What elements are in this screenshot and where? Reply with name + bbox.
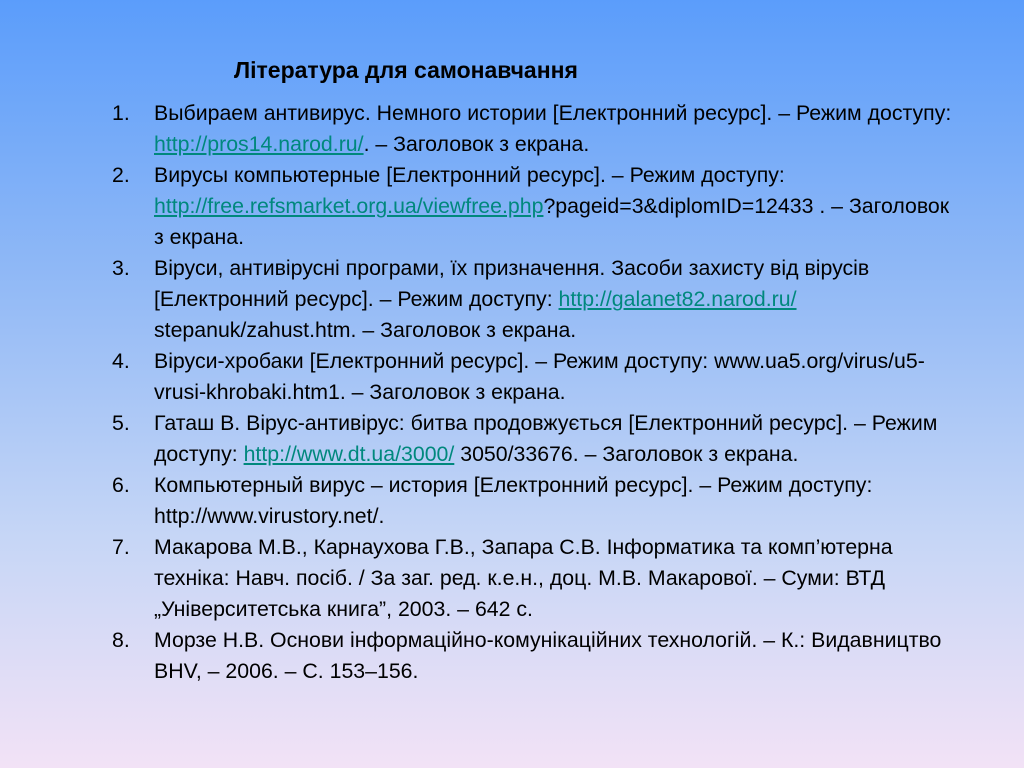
reference-item-1 — [112, 98, 952, 160]
reference-item-8 — [112, 625, 952, 687]
reference-text — [154, 535, 893, 621]
reference-link[interactable]: http://www.dt.ua/3000/ — [243, 442, 455, 466]
reference-text — [154, 473, 872, 528]
reference-text — [154, 256, 869, 342]
reference-text — [154, 163, 949, 249]
reference-item-2 — [112, 160, 952, 253]
reference-text-part: Макарова М.В., Карнаухова Г.В., Запара С.В. Інформатика та комп’ютерна техніка: Навч. посіб. / За заг. ред. к.е.н., доц. М.В. Макарової. – Суми: ВТД „Університетська книга”, 2003. – 642 с. — [154, 535, 893, 621]
reference-text-part: Віруси-хробаки [Електронний ресурс]. – Режим доступу: www.ua5.org/virus/u5-vrusi-khrobaki.htm1. – Заголовок з екрана. — [154, 349, 925, 404]
reference-text — [154, 349, 925, 404]
reference-item-6 — [112, 470, 952, 532]
reference-number: 1. — [112, 101, 130, 125]
reference-text-part: Віруси, антивірусні програми, їх призначення. Засоби захисту від вірусів [Електронний ресурс]. – Режим доступу: — [154, 256, 870, 311]
reference-text-part: Морзе Н.В. Основи інформаційно-комунікаційних технологій. – К.: Видавництво BHV, – 2006. – С. 153–156. — [154, 628, 942, 683]
reference-text-part: ?pageid=3&diplomID=12433 . – Заголовок з екрана. — [154, 194, 950, 249]
reference-number: 2. — [112, 163, 130, 187]
reference-number: 5. — [112, 411, 130, 435]
reference-number: 7. — [112, 535, 130, 559]
reference-text — [154, 628, 941, 683]
page-title: Література для самонавчання — [234, 57, 578, 83]
reference-link[interactable]: http://pros14.narod.ru/ — [154, 132, 364, 156]
reference-link[interactable]: http://free.refsmarket.org.ua/viewfree.php — [154, 194, 544, 218]
reference-text-part: stepanuk/zahust.htm. – Заголовок з екрана. — [154, 318, 577, 342]
reference-number: 4. — [112, 349, 130, 373]
reference-text-part: 3050/33676. – Заголовок з екрана. — [454, 442, 799, 466]
reference-text — [154, 101, 951, 156]
reference-text-part: Гаташ В. Вірус-антивірус: битва продовжується [Електронний ресурс]. – Режим доступу: — [154, 411, 938, 466]
reference-text — [154, 411, 937, 466]
reference-text-part: Вирусы компьютерные [Електронний ресурс]. – Режим доступу: — [154, 163, 785, 187]
reference-item-7 — [112, 532, 952, 625]
reference-number: 8. — [112, 628, 130, 652]
reference-link[interactable]: http://galanet82.narod.ru/ — [558, 287, 797, 311]
reference-text-part: . – Заголовок з екрана. — [363, 132, 590, 156]
reference-text-part: Выбираем антивирус. Немного истории [Електронний ресурс]. – Режим доступу: — [154, 101, 952, 125]
reference-item-3 — [112, 253, 952, 346]
reference-list — [112, 98, 952, 687]
reference-item-5 — [112, 408, 952, 470]
reference-number: 3. — [112, 256, 130, 280]
reference-item-4 — [112, 346, 952, 408]
reference-text-part: Компьютерный вирус – история [Електронний ресурс]. – Режим доступу: http://www.virustory.net/. — [154, 473, 873, 528]
reference-number: 6. — [112, 473, 130, 497]
